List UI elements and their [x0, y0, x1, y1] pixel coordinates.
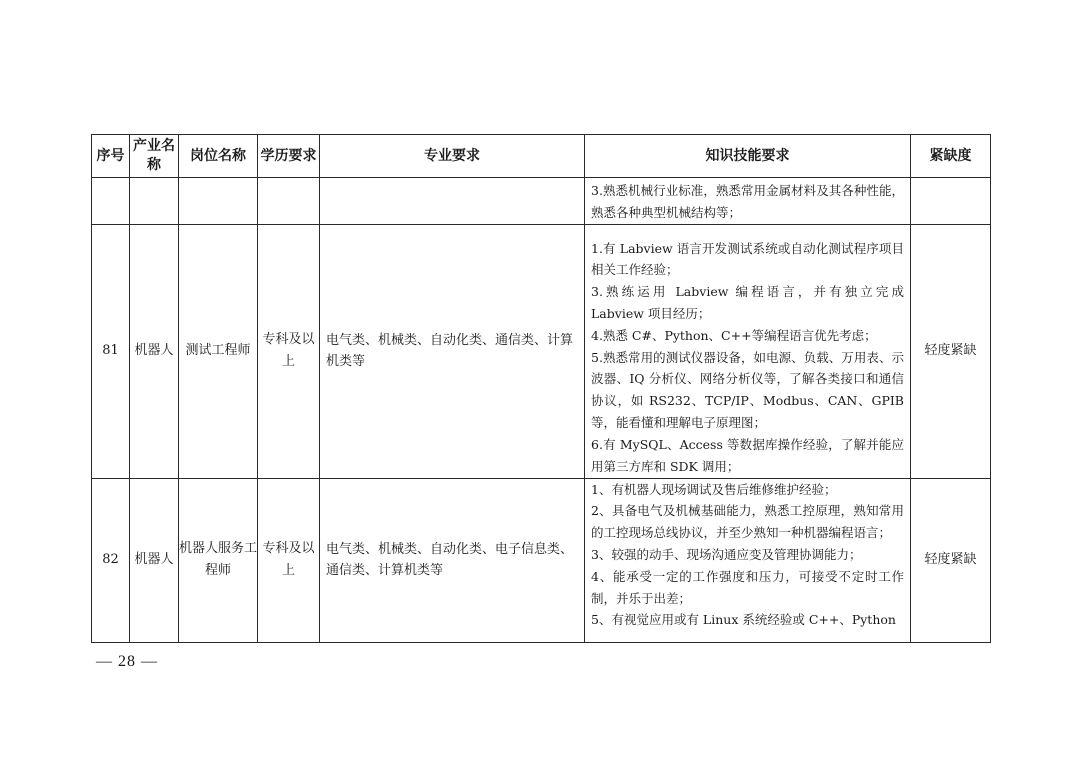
- table-header-row: [92, 135, 991, 178]
- job-requirements-table: [91, 134, 991, 643]
- row-industry: 机器人: [130, 478, 179, 642]
- skill-item: 4、能承受一定的工作强度和压力，可接受不定时工作制，并乐于出差；: [591, 568, 904, 606]
- header-major: 专业要求: [320, 135, 585, 178]
- row-seq: 81: [92, 224, 130, 478]
- row-shortage: 轻度紧缺: [911, 224, 991, 478]
- row-position: 测试工程师: [179, 224, 258, 478]
- row-position: 机器人服务工程师: [179, 478, 258, 642]
- row-shortage: 轻度紧缺: [911, 478, 991, 642]
- continuation-skills-cell: [585, 178, 911, 225]
- row-skills: [585, 224, 911, 478]
- skill-item: 1、有机器人现场调试及售后维修维护经验；: [591, 481, 837, 497]
- row-education: 专科及以上: [258, 224, 320, 478]
- skill-item: 2、具备电气及机械基础能力，熟悉工控原理，熟知常用的工控现场总线协议，并至少熟知一种机器编程语言；: [591, 503, 904, 541]
- skill-item: 3.熟悉机械行业标准，熟悉常用金属材料及其各种性能，熟悉各种典型机械结构等；: [591, 183, 904, 220]
- row-industry: 机器人: [130, 224, 179, 478]
- row-major: 电气类、机械类、自动化类、通信类、计算机类等: [320, 224, 585, 478]
- skill-item: 3.熟练运用 Labview 编程语言，并有独立完成 Labview 项目经历；: [591, 284, 904, 321]
- header-industry: 产业名称: [130, 135, 179, 178]
- row-education: 专科及以上: [258, 478, 320, 642]
- skill-item: 5、有视觉应用或有 Linux 系统经验或 C++、Python: [591, 612, 896, 628]
- skill-item: 4.熟悉 C#、Python、C++等编程语言优先考虑；: [591, 327, 877, 343]
- header-position: 岗位名称: [179, 135, 258, 178]
- header-skills: 知识技能要求: [585, 135, 911, 178]
- page-number: — 28 —: [96, 653, 158, 670]
- row-skills: [585, 478, 911, 642]
- row-major: 电气类、机械类、自动化类、电子信息类、通信类、计算机类等: [320, 478, 585, 642]
- header-shortage: 紧缺度: [911, 135, 991, 178]
- header-education: 学历要求: [258, 135, 320, 178]
- table-row-continuation: [92, 178, 991, 225]
- table-row: [92, 478, 991, 642]
- skill-item: 5.熟悉常用的测试仪器设备，如电源、负载、万用表、示波器、IQ 分析仪、网络分析仪等，了解各类接口和通信协议，如 RS232、TCP/IP、Modbus、CAN、GPIB 等，能看懂和理解电子原理图；: [591, 349, 904, 430]
- row-seq: 82: [92, 478, 130, 642]
- skill-item: 3、较强的动手、现场沟通应变及管理协调能力；: [591, 546, 862, 562]
- skill-item: 1.有 Labview 语言开发测试系统或自动化测试程序项目相关工作经验；: [591, 240, 904, 278]
- skill-item: 6.有 MySQL、Access 等数据库操作经验，了解并能应用第三方库和 SDK 调用；: [591, 436, 904, 474]
- header-seq: 序号: [92, 135, 130, 178]
- table-row: [92, 224, 991, 478]
